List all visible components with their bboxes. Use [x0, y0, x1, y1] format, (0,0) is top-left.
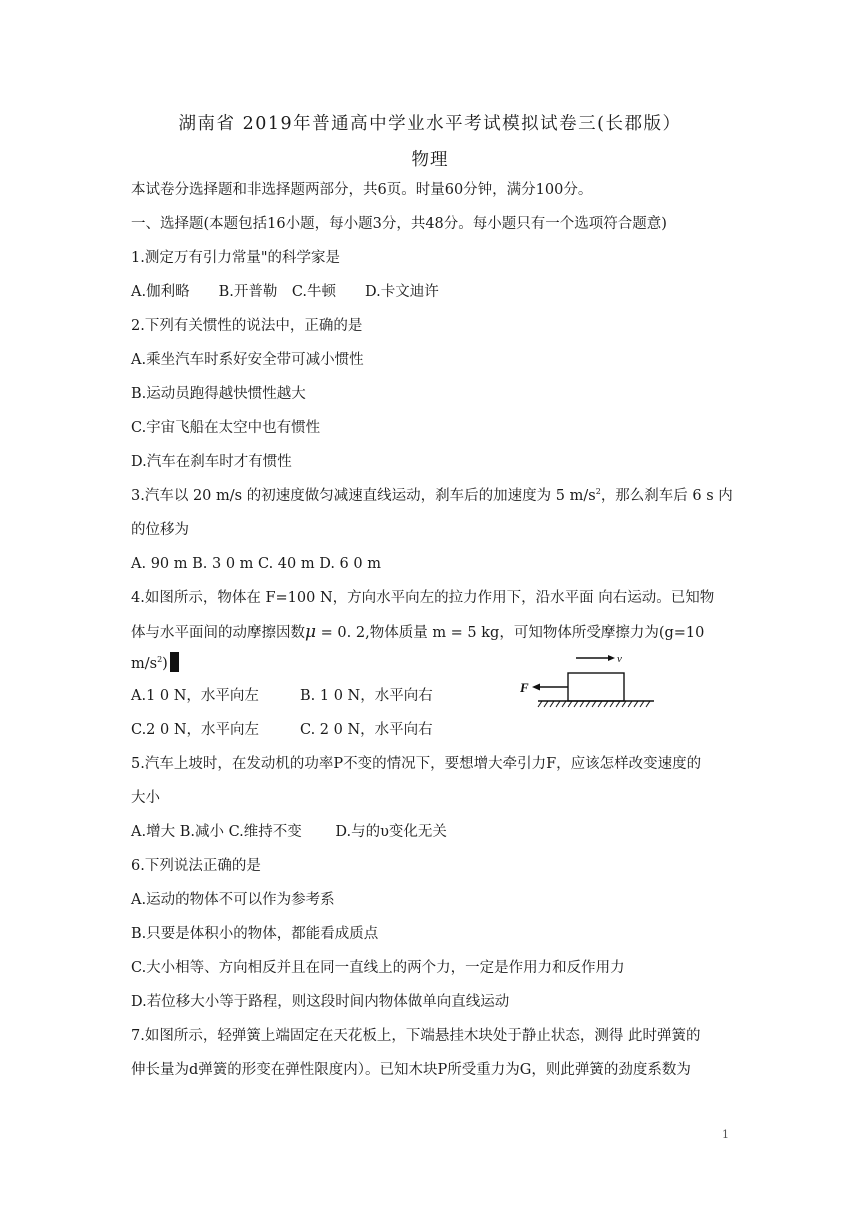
q6-option-d: D.若位移大小等于路程，则这段时间内物体做单向直线运动 — [131, 994, 510, 1010]
force-label: F — [520, 680, 529, 695]
q5-stem-continued: 大小 — [131, 790, 160, 806]
q6-option-c: C.大小相等、方向相反并且在同一直线上的两个力，一定是作用力和反作用力 — [131, 960, 625, 976]
q1-stem: 1.测定万有引力常量"的科学家是 — [131, 250, 341, 266]
q3-stem-continued: 的位移为 — [131, 522, 189, 538]
q3-stem-part: ，那么刹车后 6 s 内 — [600, 488, 733, 504]
text-cursor — [170, 652, 179, 672]
q6-option-a: A.运动的物体不可以作为参考系 — [131, 892, 335, 908]
q3-exponent: 2 — [595, 487, 601, 496]
q4-stem-part: ) — [162, 656, 168, 672]
q2-option-a: A.乘坐汽车时系好安全带可减小惯性 — [131, 352, 364, 368]
velocity-arrowhead-icon — [608, 655, 615, 661]
q7-stem: 7.如图所示，轻弹簧上端固定在天花板上，下端悬挂木块处于静止状态，测得 此时弹簧的 — [131, 1028, 701, 1044]
q4-option-a: A.1 0 N，水平向左 — [131, 688, 259, 704]
q4-exponent: 2 — [157, 655, 163, 664]
block-icon — [568, 673, 624, 701]
q5-stem: 5.汽车上坡时，在发动机的功率P不变的情况下，要想增大牵引力F，应该怎样改变速度的 — [131, 756, 702, 772]
q2-option-b: B.运动员跑得越快惯性越大 — [131, 386, 306, 402]
q3-stem — [131, 486, 733, 506]
velocity-label: v — [617, 653, 622, 665]
q6-option-b: B.只要是体积小的物体，都能看成质点 — [131, 926, 379, 942]
q4-stem-part: m/s — [131, 656, 158, 672]
section-heading: 一、选择题(本题包括16小题，每小题3分，共48分。每小题只有一个选项符合题意) — [131, 216, 667, 232]
q7-stem-continued: 伸长量为d弹簧的形变在弹性限度内）。已知木块P所受重力为G，则此弹簧的劲度系数为 — [131, 1062, 691, 1078]
page-title: 湖南省 2019年普通高中学业水平考试模拟试卷三(长郡版） — [178, 114, 682, 134]
q2-option-c: C.宇宙飞船在太空中也有惯性 — [131, 420, 321, 436]
subject-title: 物理 — [411, 150, 449, 170]
q2-option-d: D.汽车在刹车时才有惯性 — [131, 454, 292, 470]
q4-option-b: B. 1 0 N，水平向右 — [300, 688, 433, 704]
q3-stem-part: 3.汽车以 20 m/s 的初速度做匀减速直线运动，刹车后的加速度为 5 m/s — [131, 488, 596, 504]
ground-hatching — [538, 701, 650, 707]
q5-options: A.增大 B.减小 C.维持不变 D.与的υ变化无关 — [131, 824, 447, 840]
q4-option-d: C. 2 0 N，水平向右 — [300, 722, 433, 738]
page-number: 1 — [722, 1128, 729, 1141]
force-arrowhead-icon — [532, 684, 540, 691]
q4-stem-continued — [131, 622, 704, 643]
q6-stem: 6.下列说法正确的是 — [131, 858, 261, 874]
block-force-diagram — [518, 648, 658, 710]
exam-intro: 本试卷分选择题和非选择题两部分，共6页。时量60分钟，满分100分。 — [131, 182, 593, 198]
q4-stem: 4.如图所示，物体在 F=100 N，方向水平向左的拉力作用下，沿水平面 向右运动。已知物 — [131, 590, 715, 606]
q3-options: A. 90 m B. 3 0 m C. 40 m D. 6 0 m — [131, 556, 381, 572]
q2-stem: 2.下列有关惯性的说法中，正确的是 — [131, 318, 363, 334]
q4-stem-continued — [131, 652, 179, 674]
q4-stem-part: = 0. 2,物体质量 m = 5 kg，可知物体所受摩擦力为(g=10 — [316, 625, 705, 641]
q4-stem-part: 体与水平面间的动摩擦因数 — [131, 625, 305, 641]
q1-options: A.伽利略 B.开普勒 C.牛顿 D.卡文迪许 — [131, 284, 439, 300]
q4-option-c: C.2 0 N，水平向左 — [131, 722, 260, 738]
mu-symbol: μ — [305, 622, 317, 642]
